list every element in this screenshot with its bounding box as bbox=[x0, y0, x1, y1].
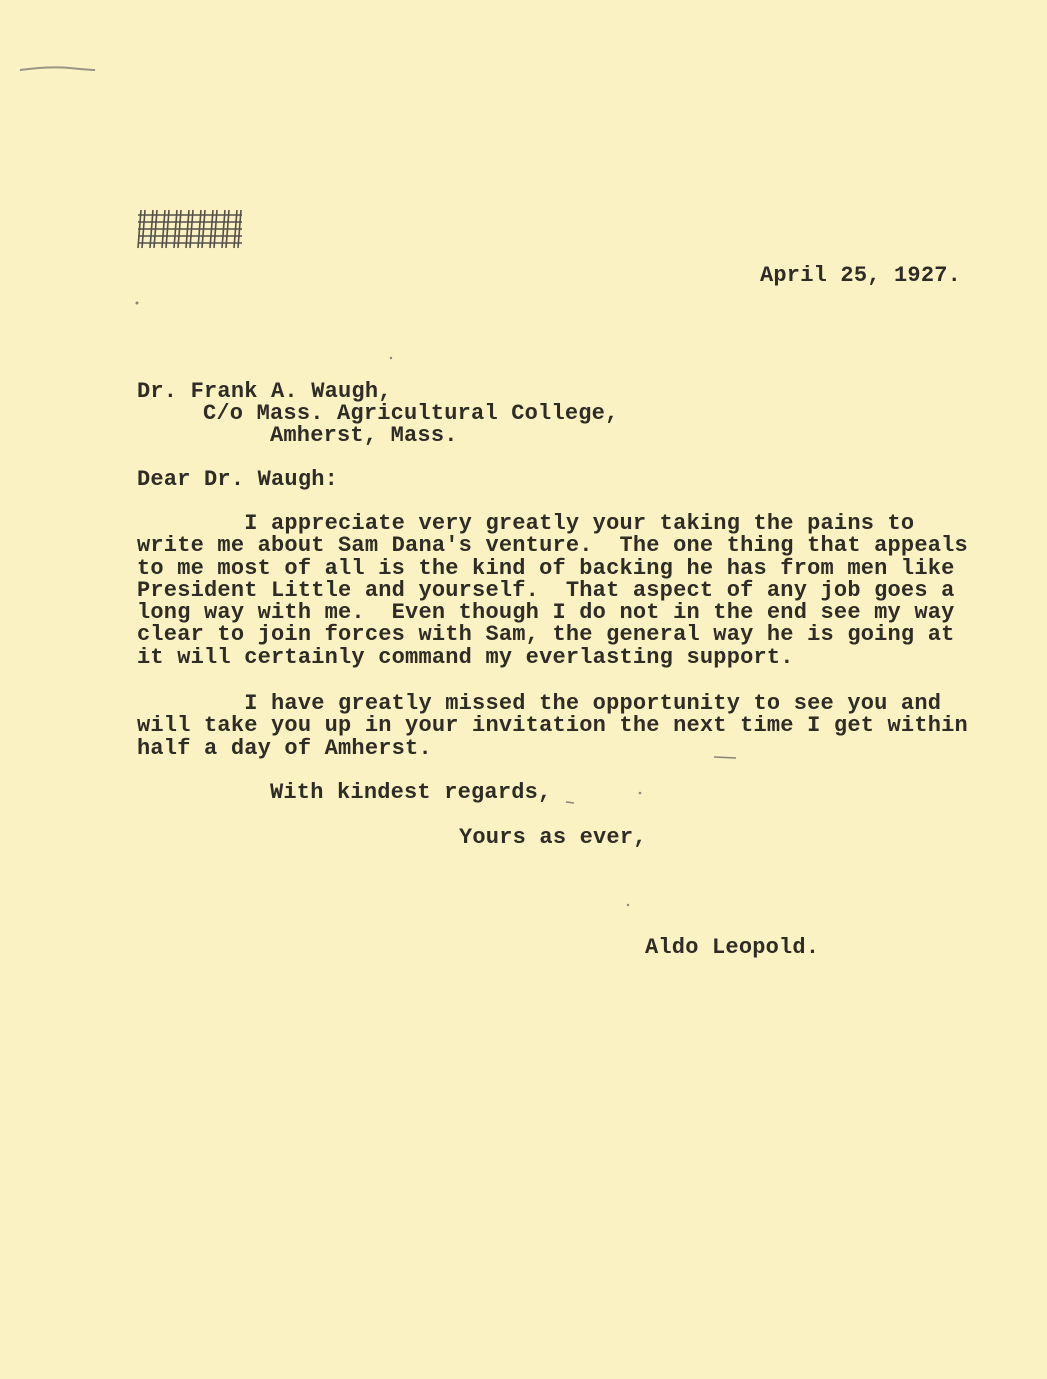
salutation: Dear Dr. Waugh: bbox=[137, 467, 339, 492]
paragraph-line: I have greatly missed the opportunity to see you and bbox=[137, 691, 942, 716]
paragraph-line: write me about Sam Dana's venture. The one thing that appeals bbox=[137, 533, 968, 559]
paragraph-line: will take you up in your invitation the next time I get within bbox=[137, 713, 968, 739]
body-paragraph-1 bbox=[137, 513, 1037, 669]
struck-out-characters bbox=[138, 210, 242, 248]
recipient-name: Dr. Frank A. Waugh, bbox=[137, 379, 392, 404]
paragraph-line: to me most of all is the kind of backing he has from men like bbox=[137, 555, 955, 581]
recipient-institution: C/o Mass. Agricultural College, bbox=[203, 401, 619, 426]
paragraph-line: half a day of Amherst. bbox=[137, 735, 432, 761]
speck bbox=[566, 802, 574, 803]
scratch-mark bbox=[20, 67, 95, 70]
paragraph-line: President Little and yourself. That aspect of any job goes a bbox=[137, 577, 955, 603]
paragraph-line: I appreciate very greatly your taking the pains to bbox=[137, 511, 915, 536]
body-paragraph-2 bbox=[137, 693, 1037, 760]
speck bbox=[390, 357, 392, 359]
speck bbox=[136, 302, 139, 305]
letter-date: April 25, 1927. bbox=[760, 263, 962, 288]
closing-line: With kindest regards, bbox=[270, 780, 552, 805]
paragraph-line: long way with me. Even though I do not in the end see my way bbox=[137, 600, 955, 626]
speck bbox=[639, 792, 642, 795]
valediction: Yours as ever, bbox=[459, 825, 647, 850]
paragraph-line: it will certainly command my everlasting support. bbox=[137, 644, 794, 670]
paragraph-line: clear to join forces with Sam, the general way he is going at bbox=[137, 622, 955, 648]
recipient-city: Amherst, Mass. bbox=[270, 423, 458, 448]
signature: Aldo Leopold. bbox=[645, 935, 820, 960]
speck bbox=[627, 904, 629, 906]
